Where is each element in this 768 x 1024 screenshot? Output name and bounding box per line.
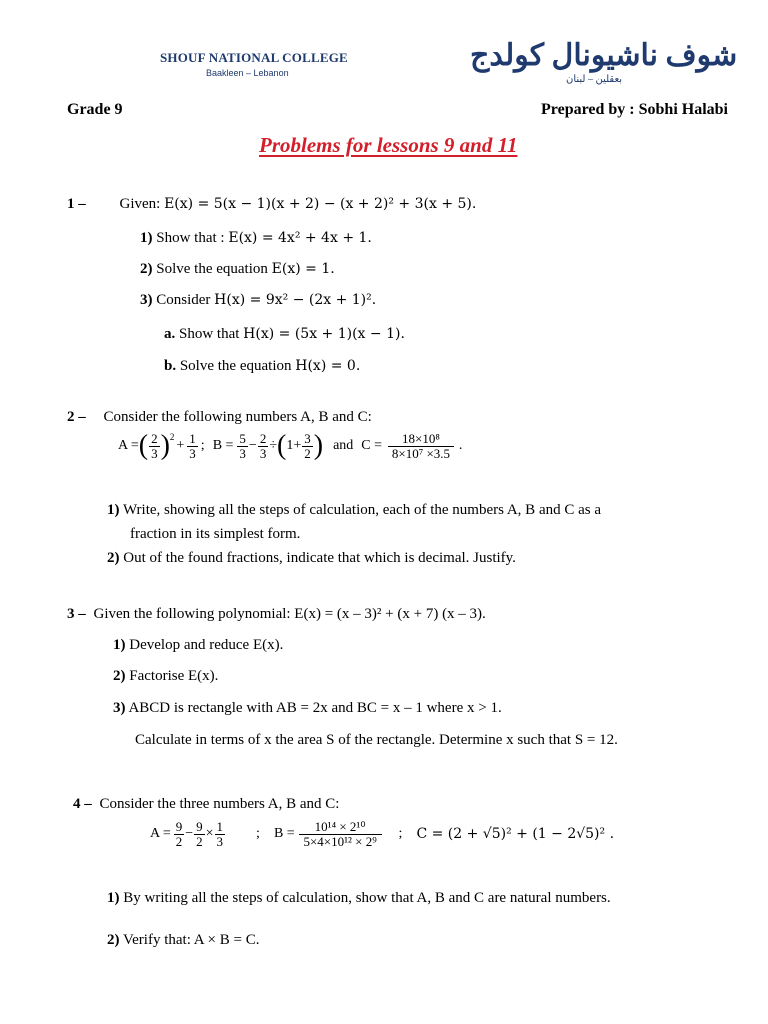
paren-right: ) [160, 430, 170, 462]
paren-right: ) [313, 430, 324, 462]
problem-number: 2 – [67, 409, 86, 425]
math-expression: E(x) = 4x² + 4x + 1. [228, 230, 372, 246]
question-text: Write, showing all the steps of calculation, each of the numbers A, B and C as a [122, 502, 602, 518]
problem-number: 3 – [67, 606, 86, 622]
problem-2-q1 [107, 502, 601, 519]
exponent: 2 [169, 432, 175, 442]
problem-3-q2 [113, 668, 218, 685]
question-text: Solve the equation [156, 261, 272, 277]
formula-label: A = [150, 826, 171, 842]
question-text: Out of the found fractions, indicate that which is decimal. Justify. [123, 550, 516, 566]
math-expression: H(x) = 0. [295, 358, 361, 374]
question-number: 3) [113, 700, 126, 716]
fraction: $\frac{3}{2}$ [304, 431, 311, 461]
grade-label: Grade 9 [67, 101, 123, 118]
question-number: 2) [107, 550, 120, 566]
question-text: Develop and reduce E(x). [129, 637, 284, 653]
question-number: 3) [140, 292, 153, 308]
separator: ; [398, 826, 403, 842]
punctuation: . [458, 438, 463, 454]
math-expression: H(x) = 9x² − (2x + 1)². [214, 292, 377, 308]
question-text: Show that [179, 326, 244, 342]
fraction: $\frac{1}{3}$ [189, 431, 196, 461]
conjunction: and [333, 438, 354, 454]
problem-2-q2 [107, 550, 516, 567]
operator: × [205, 826, 214, 842]
problem-1-qb [164, 358, 360, 375]
problem-text: Consider the three numbers A, B and C: [99, 796, 340, 812]
question-number: 2) [113, 668, 126, 684]
question-number: 1) [107, 890, 120, 906]
fraction: $\frac{2}{3}$ [259, 431, 267, 461]
operator: − [185, 826, 194, 842]
question-text: Verify that: A × B = C. [122, 932, 260, 948]
separator: ; [200, 438, 205, 454]
math-expression: E(x) = 1. [271, 261, 335, 277]
problem-number: 1 – [67, 196, 86, 212]
problem-1-statement [67, 196, 476, 213]
problem-4-statement [73, 796, 339, 813]
problem-2-statement [67, 409, 372, 426]
college-logo-arabic: ﺷﻮﻑ ﻧﺎﺷﻴﻮﻧﺎﻝ ﻛﻮﻟﺪﺝ [470, 39, 738, 72]
problem-number: 4 – [73, 796, 92, 812]
paren-left: ( [138, 430, 149, 462]
math-expression: E(x) = 5(x − 1)(x + 2) − (x + 2)² + 3(x + 5). [164, 196, 477, 212]
question-text: Solve the equation [179, 358, 296, 374]
question-number: b. [164, 358, 177, 374]
page-title: Problems for lessons 9 and 11 [259, 133, 518, 157]
formula-label: A = [118, 438, 139, 454]
question-number: 2) [107, 932, 120, 948]
problem-4-q1 [107, 890, 611, 907]
fraction: $\frac{1}{3}$ [216, 819, 224, 849]
fraction: $\frac{5}{3}$ [239, 431, 246, 461]
problem-3-q3 [113, 700, 502, 717]
question-number: 2) [140, 261, 153, 277]
operator: + [176, 438, 185, 454]
math-expression: H(x) = (5x + 1)(x − 1). [243, 326, 405, 342]
problem-3-q3-cont: Calculate in terms of x the area S of the rectangle. Determine x such that S = 12. [135, 732, 618, 748]
fraction: $\frac{2}{3}$ [151, 431, 158, 461]
problem-3-statement [67, 606, 486, 623]
question-number: 1) [140, 230, 153, 246]
question-number: 1) [113, 637, 126, 653]
question-text: ABCD is rectangle with AB = 2x and BC = x – 1 where x > 1. [128, 700, 502, 716]
question-text: Show that : [156, 230, 229, 246]
question-number: 1) [107, 502, 120, 518]
question-text: Factorise E(x). [129, 668, 219, 684]
operator: ÷ [269, 438, 278, 454]
math-term: 1+ [286, 438, 302, 454]
math-expression: C = (2 + √5)² + (1 − 2√5)² . [416, 826, 615, 843]
college-name: SHOUF NATIONAL COLLEGE [160, 50, 348, 65]
problem-1-qa [164, 326, 405, 343]
problem-3-q1 [113, 637, 283, 654]
problem-text: Consider the following numbers A, B and C: [103, 409, 372, 425]
problem-text: Given the following polynomial: E(x) = (x – 3)² + (x + 7) (x – 3). [93, 606, 486, 622]
question-text: Consider [156, 292, 215, 308]
fraction: $\frac{\text{10¹⁴ × 2¹⁰}}{\text{5×4×10¹² × 2⁹}}$ [299, 820, 382, 848]
question-number: a. [164, 326, 176, 342]
fraction: $\frac{9}{2}$ [196, 819, 203, 849]
problem-4-q2 [107, 932, 260, 949]
college-location-arabic: ﺑﻌﻘﻠﻴﻦ – ﻟﺒﻨﺎﻥ [566, 74, 623, 85]
formula-label: B = [273, 826, 295, 842]
problem-1-q1 [140, 230, 372, 247]
problem-1-q3 [140, 292, 376, 309]
problem-4-formulas [150, 820, 614, 848]
formula-label: C = [361, 438, 383, 454]
problem-2-q1-cont: fraction in its simplest form. [130, 526, 301, 542]
formula-label: B = [212, 438, 234, 454]
college-location: Baakleen – Lebanon [206, 68, 289, 78]
question-text: By writing all the steps of calculation, show that A, B and C are natural numbers. [123, 890, 611, 906]
problem-text: Given: [119, 196, 165, 212]
fraction: $\frac{9}{2}$ [175, 819, 183, 849]
author-label: Prepared by : Sobhi Halabi [541, 101, 728, 118]
problem-1-q2 [140, 261, 335, 278]
operator: − [248, 438, 257, 454]
paren-left: ( [277, 430, 287, 462]
problem-2-formulas [118, 432, 462, 460]
separator: ; [256, 826, 260, 842]
fraction: $\frac{\text{18×10⁸}}{\text{8×10⁷ ×3.5}}$ [388, 432, 454, 460]
